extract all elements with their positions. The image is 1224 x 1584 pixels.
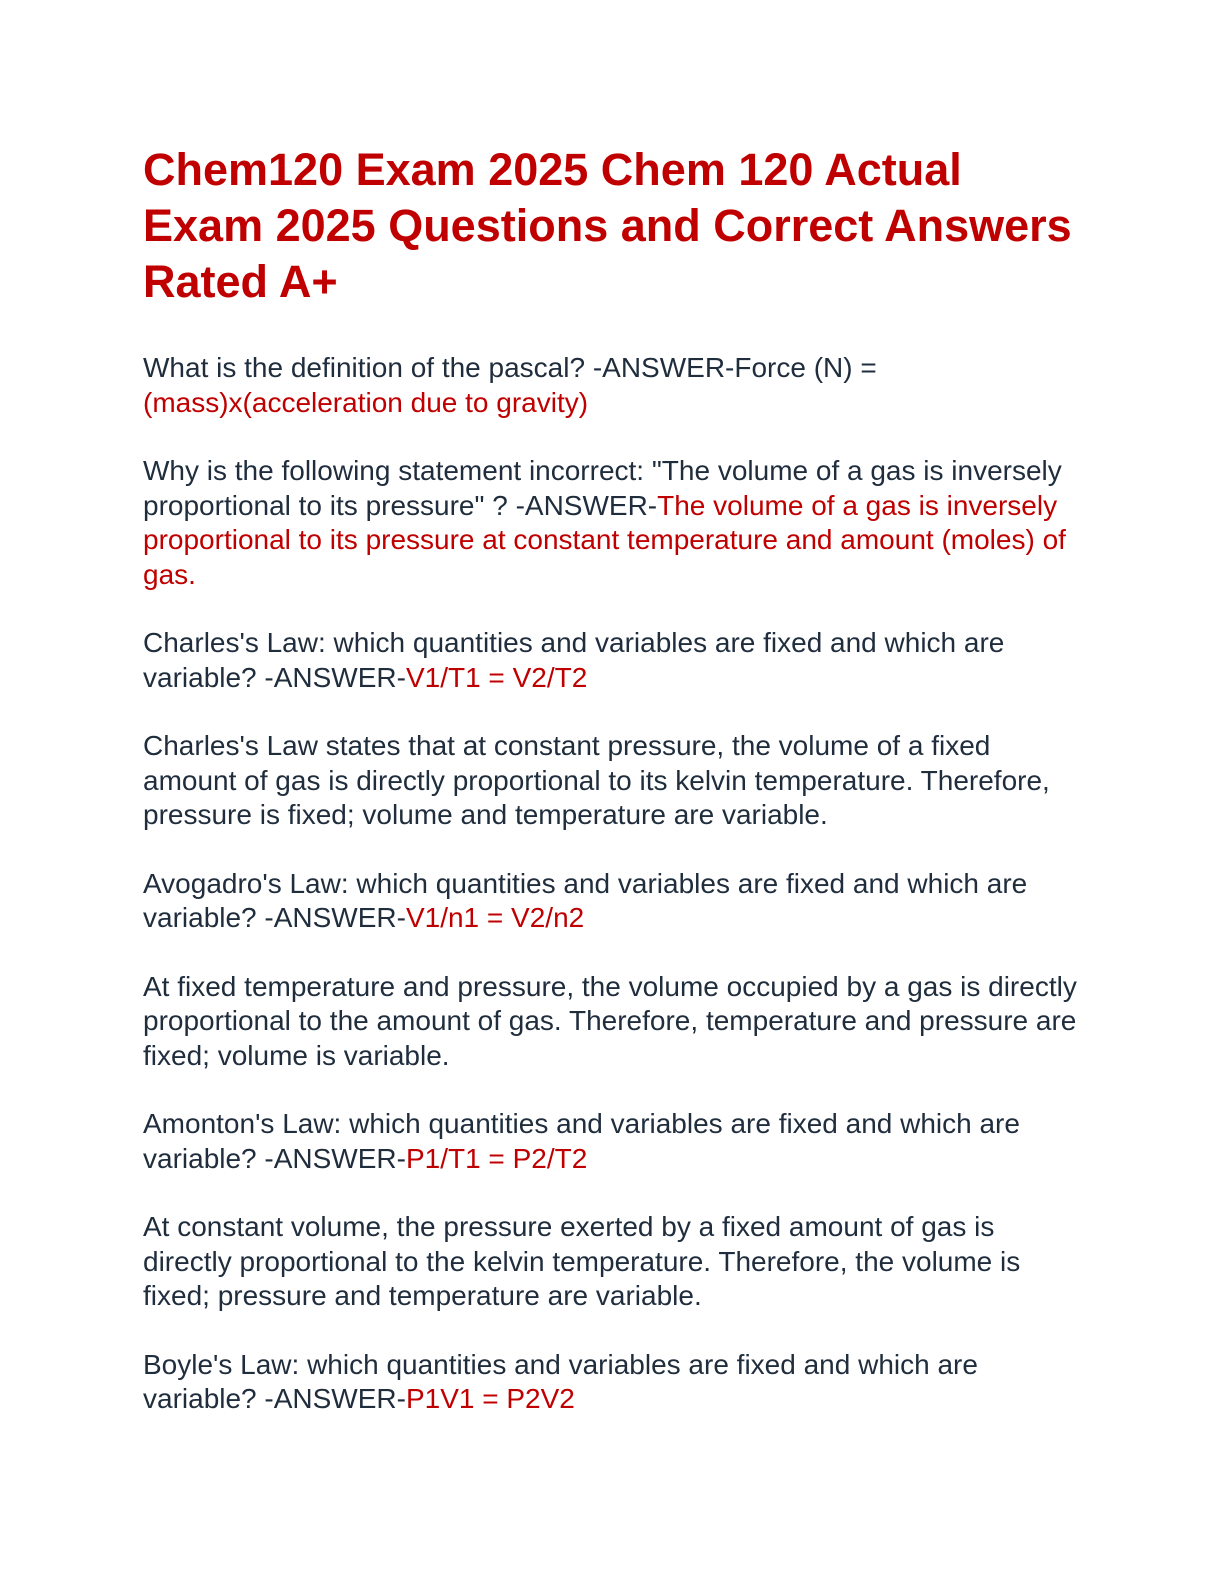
question-text: Avogadro's Law: which quantities and variables are fixed and which are variable? -ANSWER- bbox=[143, 867, 1028, 933]
qa-charles-law bbox=[143, 626, 1083, 695]
qa-avogadro-law bbox=[143, 867, 1083, 936]
answer-highlight: The volume of a gas is inversely proportional to its pressure at constant temperature and amount (moles) of gas. bbox=[143, 489, 1066, 590]
answer-highlight: P1V1 = P2V2 bbox=[405, 1383, 575, 1414]
qa-amonton-law bbox=[143, 1107, 1083, 1176]
document-page bbox=[143, 142, 1083, 1417]
qa-pascal bbox=[143, 351, 1083, 420]
question-text: Why is the following statement incorrect: "The volume of a gas is inversely proportional to its pressure" ? -ANSWER- bbox=[143, 455, 1062, 521]
answer-highlight: P1/T1 = P2/T2 bbox=[405, 1142, 588, 1174]
question-text: Boyle's Law: which quantities and variables are fixed and which are variable? -ANSWER- bbox=[143, 1348, 978, 1414]
answer-text: Force (N) = bbox=[734, 352, 877, 383]
answer-highlight: V1/T1 = V2/T2 bbox=[405, 661, 588, 693]
answer-highlight: (mass)x(acceleration due to gravity) bbox=[143, 386, 589, 418]
qa-inverse-statement bbox=[143, 454, 1083, 592]
explanation-charles-law: Charles's Law states that at constant pressure, the volume of a fixed amount of gas is directly proportional to its kelvin temperature. Therefore, pressure is fixed; volume and temperature are variable. bbox=[143, 730, 1050, 830]
explanation-amonton-law: At constant volume, the pressure exerted by a fixed amount of gas is directly proportional to the kelvin temperature. Therefore, the volume is fixed; pressure and temperature are variable. bbox=[143, 1211, 1021, 1311]
question-text: Amonton's Law: which quantities and variables are fixed and which are variable? -ANSWER- bbox=[143, 1108, 1020, 1174]
question-text: Charles's Law: which quantities and variables are fixed and which are variable? -ANSWER- bbox=[143, 627, 1005, 693]
qa-boyle-law bbox=[143, 1348, 1083, 1417]
question-text: What is the definition of the pascal? -ANSWER- bbox=[143, 352, 735, 383]
explanation-avogadro-law: At fixed temperature and pressure, the volume occupied by a gas is directly proportional to the amount of gas. Therefore, temperature and pressure are fixed; volume is variable. bbox=[143, 970, 1077, 1071]
document-title: Chem120 Exam 2025 Chem 120 Actual Exam 2025 Questions and Correct Answers Rated A+ bbox=[143, 144, 1072, 307]
answer-highlight: V1/n1 = V2/n2 bbox=[405, 902, 585, 933]
